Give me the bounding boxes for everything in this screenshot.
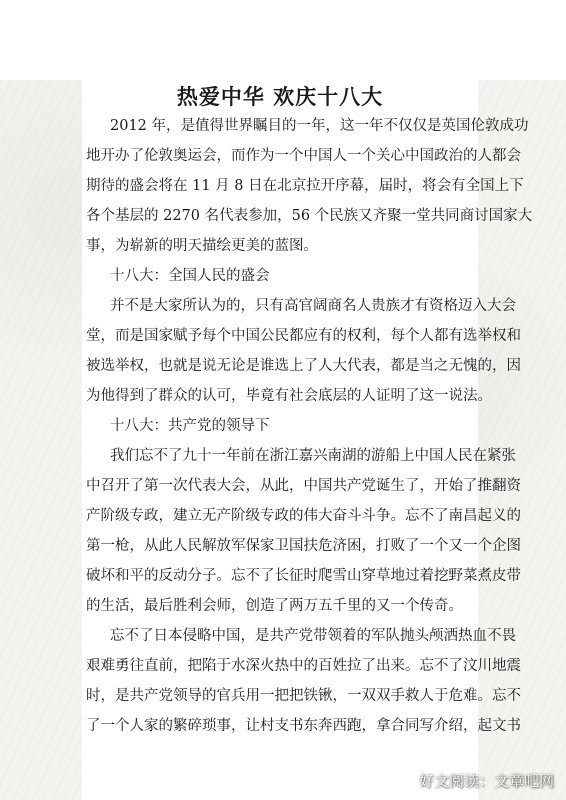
paragraph-line: 事，为崭新的明天描绘更美的蓝图。	[86, 238, 318, 254]
paragraph-line: 忘不了日本侵略中国，是共产党带领着的军队抛头颅洒热血不畏	[110, 628, 516, 644]
top-margin	[0, 0, 566, 80]
paragraph-line: 堂，而是国家赋予每个中国公民都应有的权利，每个人都有选举权和	[86, 328, 521, 344]
document-title: 热爱中华 欢庆十八大	[176, 85, 384, 109]
section-heading: 十八大：共产党的领导下	[110, 418, 270, 434]
paragraph-line: 中召开了第一次代表大会，从此，中国共产党诞生了，开始了推翻资	[86, 478, 521, 494]
paragraph-line: 我们忘不了九十一年前在浙江嘉兴南湖的游船上中国人民在紧张	[110, 448, 516, 464]
paragraph-line: 产阶级专政，建立无产阶级专政的伟大奋斗斗争。忘不了南昌起义的	[86, 508, 521, 524]
site-watermark: 好文阅读：文章吧网	[418, 772, 554, 790]
paragraph-line: 第一枪，从此人民解放军保家卫国扶危济困，打败了一个又一个企图	[86, 538, 521, 554]
paragraph-line: 为他得到了群众的认可，毕竟有社会底层的人证明了这一说法。	[86, 388, 492, 404]
paragraph-line: 时，是共产党领导的官兵用一把把铁锹，一双双手救人于危难。忘不	[86, 688, 521, 704]
paragraph-line: 的生活，最后胜利会师，创造了两万五千里的又一个传奇。	[86, 598, 463, 614]
paragraph-line: 2012 年，是值得世界瞩目的一年，这一年不仅仅是英国伦敦成功	[110, 118, 529, 134]
paragraph-line: 期待的盛会将在 11 月 8 日在北京拉开序幕，届时，将会有全国上下	[86, 178, 524, 194]
paragraph-line: 破坏和平的反动分子。忘不了长征时爬雪山穿草地过着挖野菜煮皮带	[86, 568, 521, 584]
paragraph-line: 各个基层的 2270 名代表参加，56 个民族又齐聚一堂共同商讨国家大	[86, 208, 533, 224]
paragraph-line: 被选举权，也就是说无论是谁选上了人大代表，都是当之无愧的，因	[86, 358, 521, 374]
paragraph-line: 地开办了伦敦奥运会，而作为一个中国人一个关心中国政治的人都会	[86, 148, 521, 164]
paragraph-line: 并不是大家所认为的，只有高官阔商名人贵族才有资格迈入大会	[110, 298, 516, 314]
paragraph-line: 了一个人家的繁碎琐事，让村支书东奔西跑，拿合同写介绍，起文书	[86, 718, 521, 734]
section-heading: 十八大：全国人民的盛会	[110, 268, 270, 284]
paragraph-line: 艰难勇往直前，把陷于水深火热中的百姓拉了出来。忘不了汶川地震	[86, 658, 521, 674]
